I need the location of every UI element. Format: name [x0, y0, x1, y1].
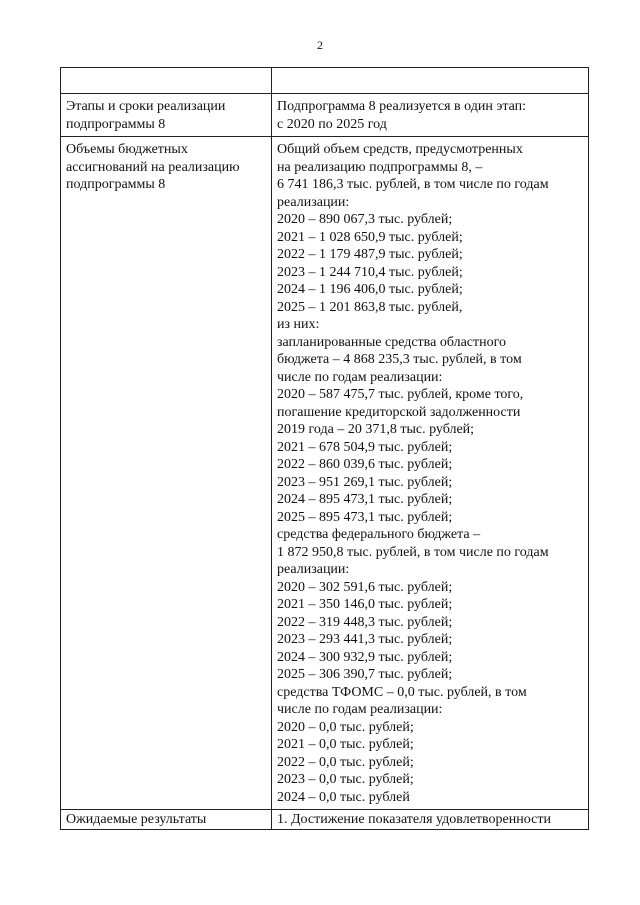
text-line: 2021 – 1 028 650,9 тыс. рублей; [277, 229, 463, 245]
text-line: погашение кредиторской задолженности [277, 404, 521, 420]
text-line: 2025 – 895 473,1 тыс. рублей; [277, 509, 453, 525]
results-value-cell [272, 810, 589, 830]
table-row-budget [61, 137, 589, 810]
text-line: ассигнований на реализацию [66, 159, 240, 175]
stages-label-cell [61, 94, 272, 137]
text-line: 2022 – 319 448,3 тыс. рублей; [277, 614, 453, 630]
text-line: 2024 – 0,0 тыс. рублей [277, 789, 410, 805]
text-line: Этапы и сроки реализации [66, 99, 226, 114]
text-line: Объемы бюджетных [66, 142, 188, 157]
stages-value-cell [272, 94, 589, 137]
passport-table [60, 67, 589, 830]
text-line: средства ТФОМС – 0,0 тыс. рублей, в том [277, 684, 527, 700]
budget-label-cell [61, 137, 272, 810]
text-line: 2020 – 890 067,3 тыс. рублей; [277, 212, 453, 227]
text-line: 2021 – 350 146,0 тыс. рублей; [277, 597, 453, 612]
text-line: 2022 – 860 039,6 тыс. рублей; [277, 457, 453, 472]
text-line: 2020 – 587 475,7 тыс. рублей, кроме того, [277, 387, 524, 402]
text-line: 2024 – 300 932,9 тыс. рублей; [277, 649, 453, 665]
empty-cell-left [61, 68, 272, 94]
text-line: 2025 – 1 201 863,8 тыс. рублей, [277, 299, 463, 315]
text-line: запланированные средства областного [277, 334, 507, 350]
page-number: 2 [317, 38, 323, 52]
text-line: 6 741 186,3 тыс. рублей, в том числе по годам [277, 177, 549, 192]
text-line: 2021 – 0,0 тыс. рублей; [277, 737, 414, 752]
text-line: 2022 – 1 179 487,9 тыс. рублей; [277, 247, 463, 262]
text-line: 2023 – 1 244 710,4 тыс. рублей; [277, 264, 463, 280]
table-row-results [61, 810, 589, 830]
text-line: 1 872 950,8 тыс. рублей, в том числе по годам [277, 544, 549, 560]
text-line: 2019 года – 20 371,8 тыс. рублей; [277, 422, 475, 437]
text-line: из них: [277, 317, 320, 332]
text-line: 1. Достижение показателя удовлетворенности [277, 812, 551, 827]
text-line: 2020 – 302 591,6 тыс. рублей; [277, 579, 453, 595]
text-line: 2023 – 951 269,1 тыс. рублей; [277, 474, 453, 490]
text-line: реализации: [277, 562, 350, 577]
empty-cell-right [272, 68, 589, 94]
text-line: бюджета – 4 868 235,3 тыс. рублей, в том [277, 352, 522, 367]
results-label-cell [61, 810, 272, 830]
budget-value-cell [272, 137, 589, 810]
text-line: 2023 – 293 441,3 тыс. рублей; [277, 632, 453, 647]
text-line: реализации: [277, 194, 350, 210]
text-line: 2021 – 678 504,9 тыс. рублей; [277, 439, 453, 455]
text-line: подпрограммы 8 [66, 116, 166, 132]
table-row-stages [61, 94, 589, 137]
text-line: 2024 – 895 473,1 тыс. рублей; [277, 492, 453, 507]
text-line: 2023 – 0,0 тыс. рублей; [277, 772, 414, 787]
table-row-empty [61, 68, 589, 94]
text-line: с 2020 по 2025 год [277, 116, 387, 132]
text-line: 2025 – 306 390,7 тыс. рублей; [277, 667, 453, 682]
text-line: Общий объем средств, предусмотренных [277, 142, 523, 157]
text-line: на реализацию подпрограммы 8, – [277, 159, 483, 175]
text-line: средства федерального бюджета – [277, 527, 481, 542]
text-line: числе по годам реализации: [277, 702, 443, 717]
text-line: 2022 – 0,0 тыс. рублей; [277, 754, 414, 770]
text-line: 2024 – 1 196 406,0 тыс. рублей; [277, 282, 463, 297]
text-line: Ожидаемые результаты [66, 812, 207, 827]
text-line: числе по годам реализации: [277, 369, 443, 385]
text-line: подпрограммы 8 [66, 177, 166, 192]
text-line: Подпрограмма 8 реализуется в один этап: [277, 99, 527, 114]
text-line: 2020 – 0,0 тыс. рублей; [277, 719, 414, 735]
